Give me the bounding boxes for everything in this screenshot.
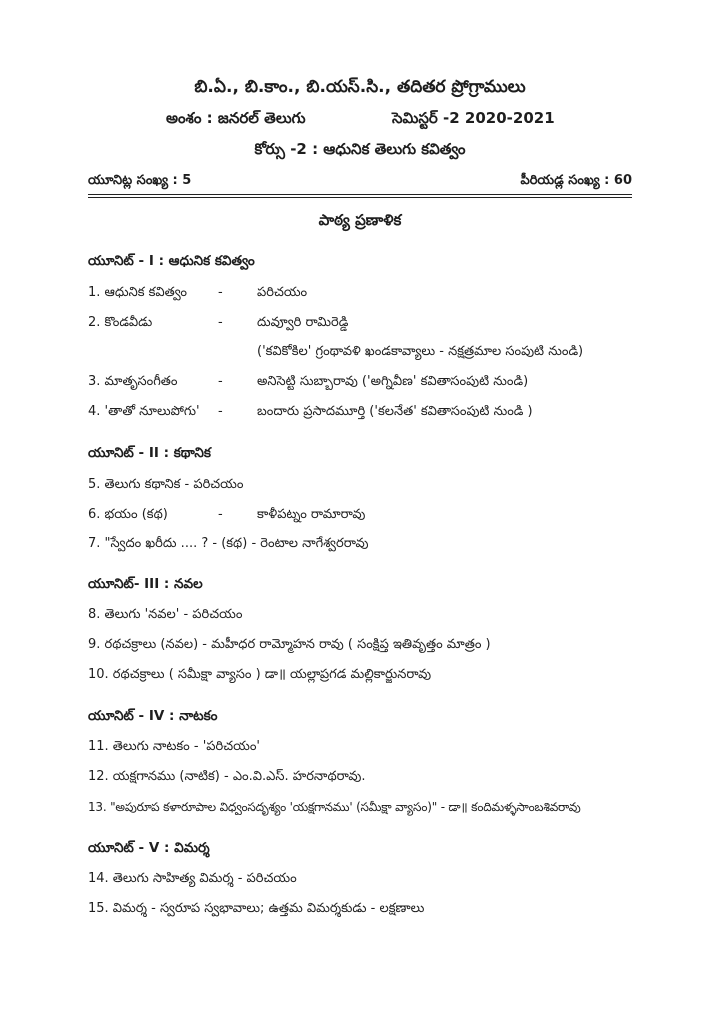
unit-1-item-2-dash: - bbox=[218, 315, 223, 330]
programs-heading: బి.ఏ., బి.కాం., బి.యస్.సి., తదితర ప్రోగ్రాములు bbox=[194, 77, 526, 97]
syllabus-title: పాఠ్య ప్రణాళిక bbox=[318, 211, 402, 229]
unit-3-item-8: 8. తెలుగు 'నవల' - పరిచయం bbox=[88, 607, 243, 622]
unit-4-item-12: 12. యక్షగానము (నాటిక) - ఎం.వి.ఎస్. హరనాథరావు. bbox=[88, 769, 366, 784]
course-title: కోర్సు -2 : ఆధునిక తెలుగు కవిత్వం bbox=[254, 140, 466, 158]
unit-3-title: యూనిట్- III : నవల bbox=[88, 576, 203, 592]
unit-4-item-11: 11. తెలుగు నాటకం - 'పరిచయం' bbox=[88, 739, 261, 754]
unit-1-item-3-dash: - bbox=[218, 374, 223, 389]
unit-1-item-3-topic: 3. మాతృసంగీతం bbox=[88, 374, 178, 389]
unit-4-title: యూనిట్ - IV : నాటకం bbox=[88, 708, 218, 724]
unit-1-item-2-note: ('కవికోకిల' గ్రంథావళి ఖండకావ్యాలు - నక్షత్రమాల సంపుటి నుండి) bbox=[257, 344, 584, 359]
unit-1-item-1-topic: 1. ఆధునిక కవిత్వం bbox=[88, 285, 187, 300]
unit-1-item-4-topic: 4. 'తాతో నూలుపోగు' bbox=[88, 404, 200, 419]
unit-1-item-3-detail: అనిసెట్టి సుబ్బారావు ('అగ్నివీణ' కవితాసంపుటి నుండి) bbox=[257, 374, 529, 389]
unit-3-item-10: 10. రథచక్రాలు ( సమీక్షా వ్యాసం ) డా॥ యల్లాప్రగడ మల్లికార్జునరావు bbox=[88, 667, 432, 682]
header-rule-bottom bbox=[88, 197, 632, 198]
unit-2-item-6-detail: కాళీపట్నం రామారావు bbox=[257, 507, 366, 522]
unit-3-item-9: 9. రథచక్రాలు (నవల) - మహీధర రామ్మోహన రావు ( సంక్షిప్త ఇతివృత్తం మాత్రం ) bbox=[88, 637, 491, 652]
unit-1-item-4-dash: - bbox=[218, 404, 223, 419]
unit-5-item-14: 14. తెలుగు సాహిత్య విమర్శ - పరిచయం bbox=[88, 871, 297, 886]
unit-5-item-15: 15. విమర్శ - స్వరూప స్వభావాలు; ఉత్తమ విమర్శకుడు - లక్షణాలు bbox=[88, 901, 425, 916]
unit-4-item-13: 13. "అపురూప కళారూపాల విధ్వంసదృశ్యం 'యక్షగానము' (సమీక్షా వ్యాసం)" - డా॥ కందిమళ్ళసాంబశివరావు bbox=[88, 800, 581, 814]
unit-2-item-7: 7. "స్వేదం ఖరీదు .... ? - (కథ) - రెంటాల నాగేశ్వరరావు bbox=[88, 536, 369, 551]
unit-1-item-1-detail: పరిచయం bbox=[257, 285, 308, 300]
unit-2-item-6-dash: - bbox=[218, 507, 223, 522]
unit-1-item-1-dash: - bbox=[218, 285, 223, 300]
unit-1-title: యూనిట్ - I : ఆధునిక కవిత్వం bbox=[88, 253, 255, 269]
unit-1-item-4-detail: బందారు ప్రసాదమూర్తి ('కలనేత' కవితాసంపుటి నుండి ) bbox=[257, 404, 533, 419]
header-rule-top bbox=[88, 194, 632, 195]
unit-1-item-2-topic: 2. కొండవీడు bbox=[88, 315, 153, 330]
units-count: యూనిట్ల సంఖ్య : 5 bbox=[88, 173, 192, 188]
unit-2-item-6-topic: 6. భయం (కథ) bbox=[88, 507, 168, 522]
unit-5-title: యూనిట్ - V : విమర్శ bbox=[88, 840, 210, 856]
periods-count: పీరియడ్ల సంఖ్య : 60 bbox=[520, 173, 632, 188]
semester-label: సెమిస్టర్ -2 2020-2021 bbox=[392, 109, 555, 127]
unit-2-title: యూనిట్ - II : కథానిక bbox=[88, 445, 211, 461]
subject-label: అంశం : జనరల్ తెలుగు bbox=[166, 109, 306, 127]
unit-2-item-5: 5. తెలుగు కథానిక - పరిచయం bbox=[88, 477, 244, 492]
unit-1-item-2-detail: దువ్వూరి రామిరెడ్డి bbox=[257, 315, 349, 330]
